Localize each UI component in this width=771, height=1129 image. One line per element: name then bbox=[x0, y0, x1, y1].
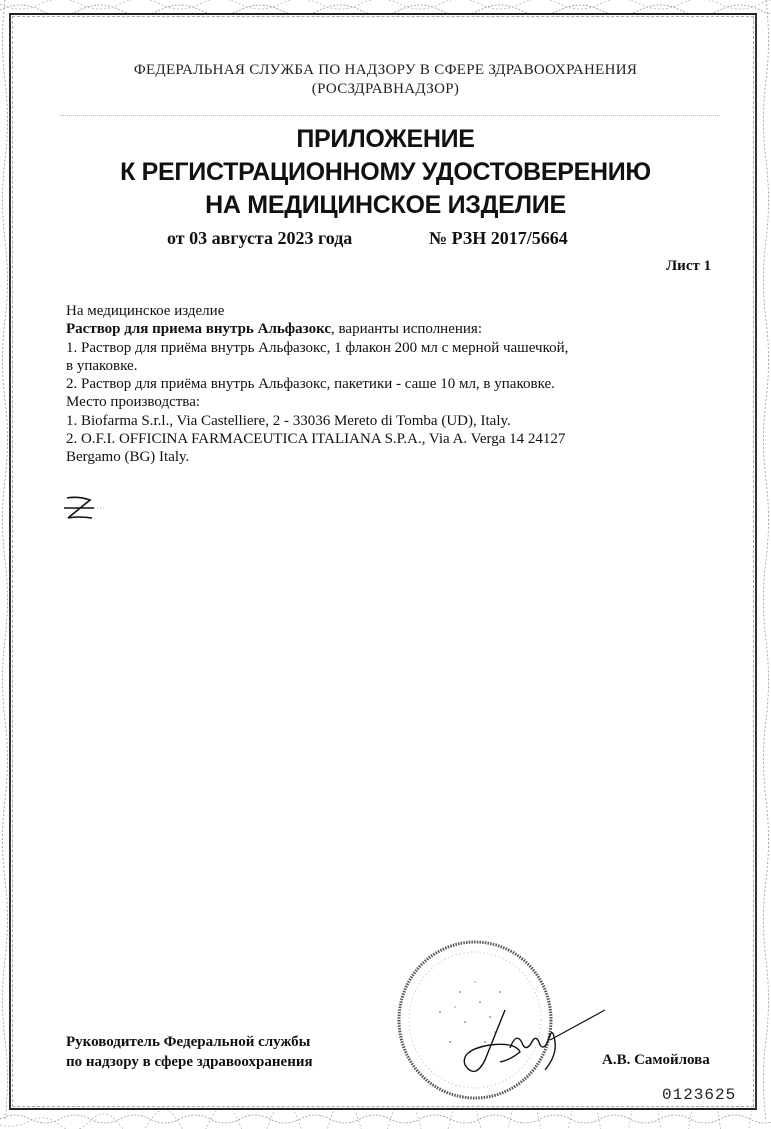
z-closing-mark bbox=[64, 494, 104, 522]
sheet-number: Лист 1 bbox=[666, 258, 712, 274]
registration-number: № РЗН 2017/5664 bbox=[429, 228, 568, 248]
variant-line: 1. Раствор для приёма внутрь Альфазокс, 1 флакон 200 мл с мерной чашечкой, bbox=[66, 339, 569, 356]
document-subtitle-2: НА МЕДИЦИНСКОЕ ИЗДЕЛИЕ bbox=[205, 191, 566, 219]
signer-position-line: Руководитель Федеральной службы bbox=[66, 1034, 311, 1050]
handwritten-signature bbox=[455, 990, 615, 1080]
product-name: Раствор для приема внутрь Альфазокс bbox=[66, 321, 332, 338]
signer-position-line: по надзору в сфере здравоохранения bbox=[66, 1054, 313, 1070]
variant-line: 2. Раствор для приёма внутрь Альфазокс, пакетики - саше 10 мл, в упаковке. bbox=[66, 376, 555, 393]
intro-text: На медицинское изделие bbox=[66, 303, 225, 319]
production-label: Место производства: bbox=[66, 394, 201, 411]
production-site-line: 2. O.F.I. OFFICINA FARMACEUTICA ITALIANA S.P.A., Via A. Verga 14 24127 bbox=[66, 431, 566, 448]
production-site-line: Bergamo (BG) Italy. bbox=[66, 449, 190, 466]
signer-position bbox=[66, 1032, 313, 1072]
divider bbox=[60, 115, 720, 116]
registration-date: от 03 августа 2023 года bbox=[167, 228, 353, 248]
production-site-line: 1. Biofarma S.r.l., Via Castelliere, 2 - 33036 Mereto di Tomba (UD), Italy. bbox=[66, 412, 511, 429]
ornamental-border-bottom bbox=[0, 1111, 771, 1129]
variant-line: в упаковке. bbox=[66, 357, 138, 374]
document-subtitle-1: К РЕГИСТРАЦИОННОМУ УДОСТОВЕРЕНИЮ bbox=[120, 158, 651, 186]
document-title: ПРИЛОЖЕНИЕ bbox=[296, 125, 475, 153]
form-serial-number: 0123625 bbox=[662, 1086, 737, 1104]
product-name-suffix: , варианты исполнения: bbox=[331, 321, 482, 338]
document-body bbox=[66, 302, 746, 467]
product-name-line bbox=[66, 320, 746, 338]
agency-name: ФЕДЕРАЛЬНАЯ СЛУЖБА ПО НАДЗОРУ В СФЕРЕ ЗДРАВООХРАНЕНИЯ bbox=[133, 62, 638, 78]
agency-abbreviation: (РОСЗДРАВНАДЗОР) bbox=[311, 81, 460, 97]
ornamental-border-top bbox=[0, 0, 771, 14]
signer-name: А.В. Самойлова bbox=[602, 1052, 710, 1068]
